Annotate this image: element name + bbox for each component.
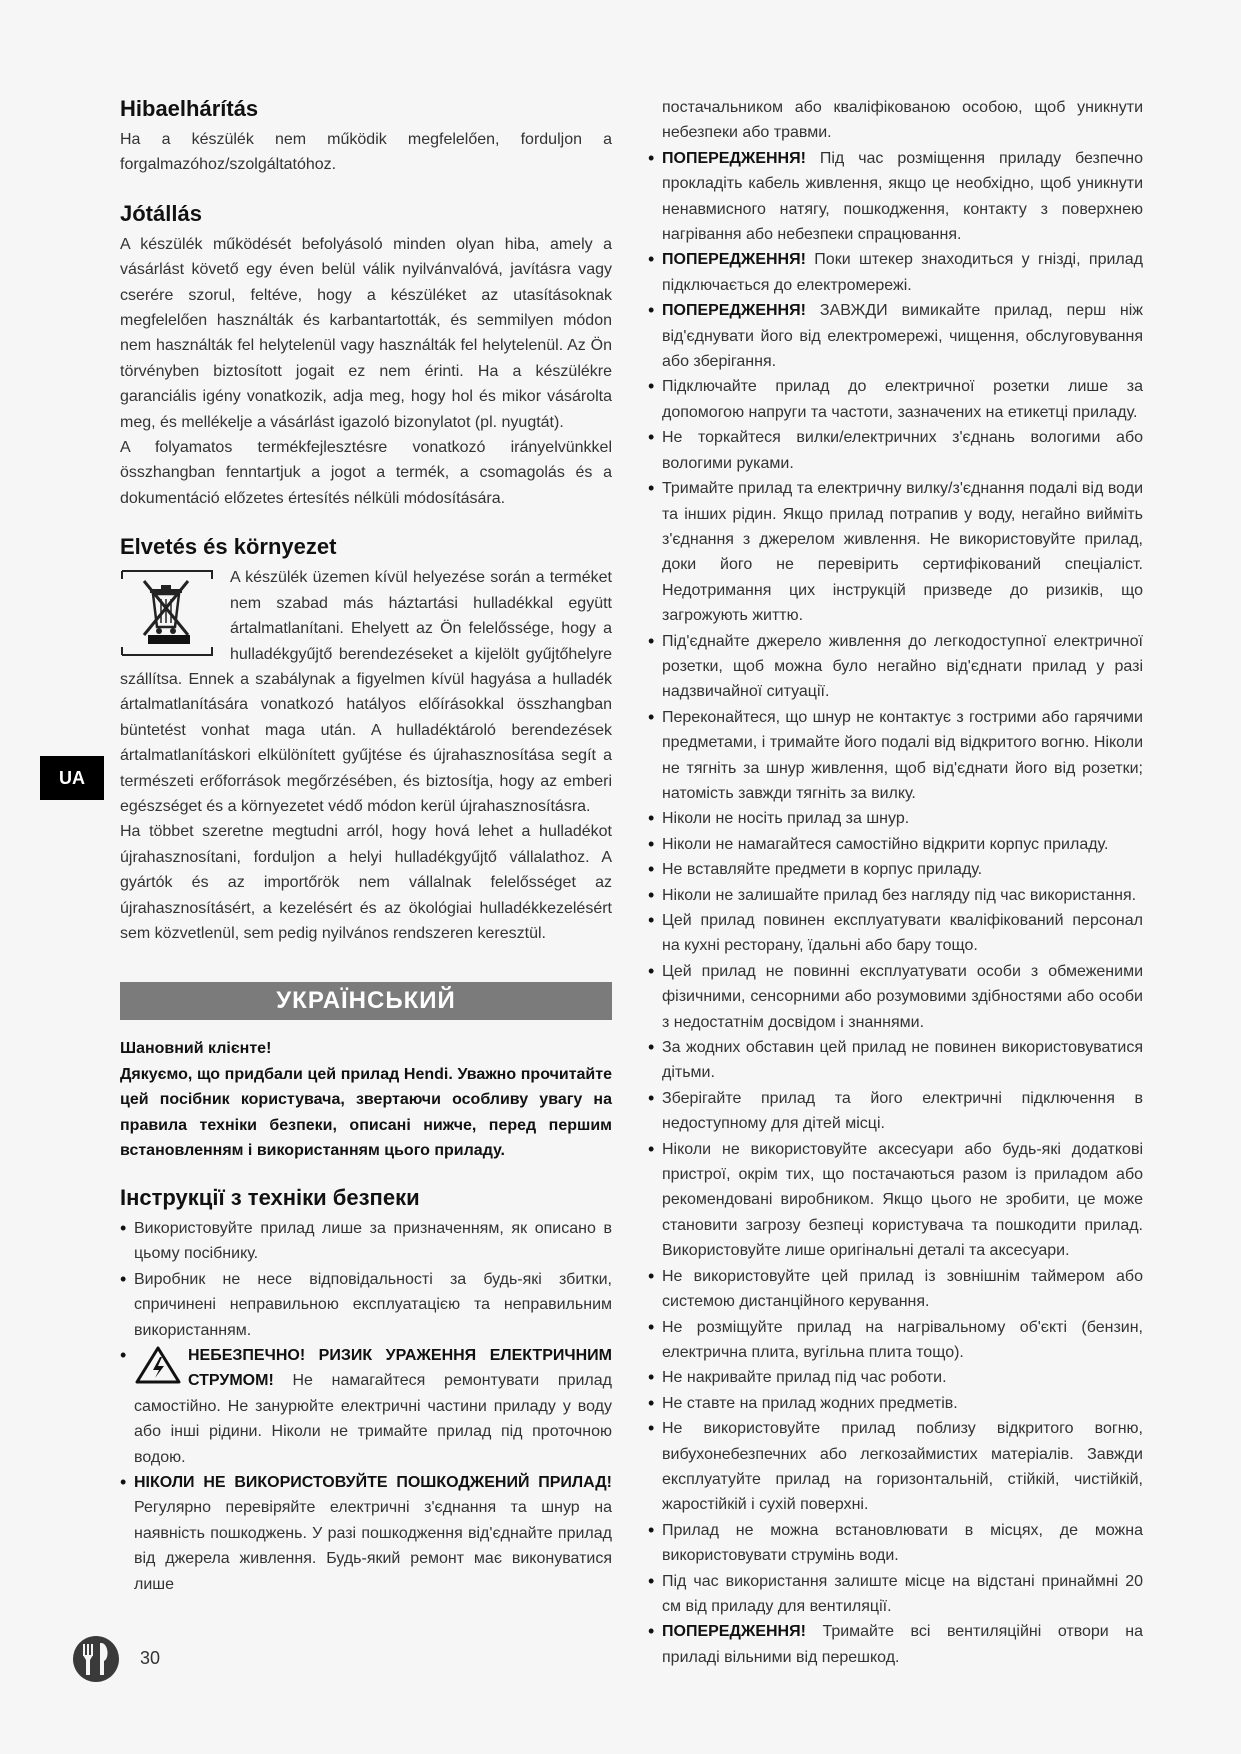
list-item: • Тримайте прилад та електричну вилку/з'єднання подалі від води та інших рідин. Якщо прилад потрапив у воду, негайно вийміть з'єднання з джерелом живлення. Не використовуйте прилад, доки його не перевірить сертифікований спеціаліст. Недотримання цих інструкцій призведе до ризиків, що загрожують життю. [648,476,1143,628]
list-item: • За жодних обставин цей прилад не повинен використовуватися дітьми. [648,1035,1143,1086]
warranty-text-2: A folyamatos termékfejlesztésre vonatkozó irányelvünkkel összhangban fenntartjuk a jogot a termék, a csomagolás és a dokumentáció előzetes értesítés nélküli módosítására. [120,439,612,507]
list-item: • Не використовуйте прилад поблизу відкритого вогню, вибухонебезпечних або легкозаймистих матеріалів. Завжди експлуатуйте прилад на горизонтальній, стійкій, чистійкій, жаростійкій і сухій поверхні. [648,1416,1143,1518]
warning-text: ЗАВЖДИ вимикайте прилад, перш ніж від'єднувати його від електромережі, чищення, обслуговування або зберігання. [662,302,1143,371]
troubleshooting-text: Ha a készülék nem működik megfelelően, forduljon a forgalmazóhoz/szolgáltatóhoz. [120,131,612,174]
warning-label: ПОПЕРЕДЖЕННЯ! [662,1623,806,1641]
electric-hazard-icon [134,1345,182,1385]
list-item: • Не вставляйте предмети в корпус приладу. [648,857,1143,882]
list-item: • Виробник не несе відповідальності за будь-які збитки, спричинені неправильною експлуатацією та неправильним використанням. [120,1267,612,1343]
danger-text: Не намагайтеся ремонтувати прилад самостійно. Не занурюйте електричні частини приладу у воду або інші рідини. Ніколи не тримайте прилад під проточною водою. [134,1372,612,1466]
list-item: • Використовуйте прилад лише за призначенням, як описано в цьому посібнику. [120,1216,612,1267]
warning-label: ПОПЕРЕДЖЕННЯ! [662,149,806,167]
disposal-text-2: Ha többet szeretne megtudni arról, hogy hová lehet a hulladékot újrahasznosítani, forduljon a helyi hulladékgyűjtő vállalathoz. A gyártók és az importőrök nem vállalnak felelősséget az újrahasznosításért, a kezelésért és az ökológiai hulladékkezelésért sem közvetlenül, sem pedig nyilvános rendszeren keresztül. [120,823,612,942]
warning-label: ПОПЕРЕДЖЕННЯ! [662,251,806,269]
list-item: • Ніколи не носіть прилад за шнур. [648,806,1143,831]
cutlery-logo-icon [72,1635,120,1683]
list-item: • Підключайте прилад до електричної розетки лише за допомогою напруги та частоти, зазначених на етикетці приладу. [648,374,1143,425]
danger-label: НЕБЕЗПЕЧНО! РИЗИК УРАЖЕННЯ ЕЛЕКТРИЧНИМ СТРУМОМ! [188,1346,612,1390]
list-item: • Ніколи не залишайте прилад без нагляду під час використання. [648,883,1143,908]
list-item: • Під час використання залиште місце на відстані принаймні 20 см від приладу для вентиляції. [648,1569,1143,1620]
list-item: • Не торкайтеся вилки/електричних з'єднань вологими або вологими руками. [648,425,1143,476]
page-number: 30 [140,1648,161,1668]
list-item-continuation: постачальником або кваліфікованою особою, щоб уникнути небезпеки або травми. [662,99,1143,142]
intro-text: Дякуємо, що придбали цей прилад Hendi. Уважно прочитайте цей посібник користувача, звертаючи особливу увагу на правила техніки безпеки, описані нижче, перед першим встановленням і використанням цього приладу. [120,1065,612,1160]
troubleshooting-heading: Hibaelhárítás [120,96,259,121]
list-item: • Не використовуйте цей прилад із зовнішнім таймером або системою дистанційного керування. [648,1264,1143,1315]
greeting: Шановний клієнте! [120,1040,272,1058]
warning-text: Тримайте всі вентиляційні отвори на приладі вільними від перешкод. [662,1623,1143,1666]
list-item-warning [648,146,1143,248]
disposal-heading: Elvetés és környezet [120,534,337,560]
list-item-warning [648,1619,1143,1670]
language-tab: UA [40,756,104,800]
warranty-text-1: A készülék működését befolyásoló minden olyan hiba, amely a vásárlást követő egy éven belül válik nyilvánvalóvá, javításra vagy cserére szorul, feltéve, hogy a készüléket az utasításoknak megfelelően használták és karbantartották, és semmilyen módon nem használták fel helytelenül vagy használták fel helytelenül. Az Ön törvényben biztosított jogait ez nem érinti. Ha a készülékre garanciális igény vonatkozik, adja meg, hogy hol és mikor vásárolta meg, és mellékelje a vásárlást igazoló bizonylatot (pl. nyugtát). [120,235,612,431]
list-item: • Не накривайте прилад під час роботи. [648,1365,1143,1390]
list-item: • Цей прилад не повинні експлуатувати особи з обмеженими фізичними, сенсорними або розумовими здібностями або особи з недостатнім досвідом і знаннями. [648,959,1143,1035]
disposal-text-1: A készülék üzemen kívül helyezése során a terméket nem szabad más háztartási hulladékkal együtt ártalmatlanítani. Ehelyett az Ön felelőssége, hogy a hulladékgyűjtő berendezéseket a kijelölt gyűjtőhelyre szállítsa. Ennek a szabálynak a figyelmen kívül hagyása a hulladék ártalmatlanítására vonatkozó hatályos előírásokkal összhangban büntetést vonhat maga után. A hulladéktároló berendezések ártalmatlanításkori elkülönített gyűjtése és újrahasznosítása segít a természeti erőforrások megőrzésében, és biztosítja, hogy az emberi egészséget és a környezetet védő módon kerül újrahasznosításra. [120,569,612,815]
left-column [120,95,612,1597]
warning-text: Під час розміщення приладу безпечно прокладіть кабель живлення, якщо це необхідно, щоб уникнути ненавмисного натягу, пошкодження, контакту з поверхнею нагрівання або небезпеки спрацювання. [662,149,1143,244]
safety-list [120,1216,612,1597]
warning-text: Поки штекер знаходиться у гнізді, прилад підключається до електромережі. [662,251,1143,294]
disposal-section [120,565,612,946]
language-section-header: УКРАЇНСЬКИЙ [120,982,612,1020]
right-column [648,95,1143,1670]
list-item-warning [648,247,1143,298]
never-label: НІКОЛИ НЕ ВИКОРИСТОВУЙТЕ ПОШКОДЖЕНИЙ ПРИЛАД! [134,1473,612,1491]
list-item-danger [120,1343,612,1470]
weee-bin-icon [120,569,220,657]
warning-label: ПОПЕРЕДЖЕННЯ! [662,302,806,320]
list-item: • Ніколи не використовуйте аксесуари або будь-які додаткові пристрої, окрім тих, що постачаються разом із приладом або рекомендовані виробником. Якщо цього не зробити, це може становити загрозу безпеці користувача та пошкодити прилад. Використовуйте лише оригінальні деталі та аксесуари. [648,1137,1143,1264]
list-item: • Цей прилад повинен експлуатувати кваліфікований персонал на кухні ресторану, їдальні або бару тощо. [648,908,1143,959]
list-item: • Зберігайте прилад та його електричні підключення в недоступному для дітей місці. [648,1086,1143,1137]
safety-heading: Інструкції з техніки безпеки [120,1184,420,1210]
list-item: • Не ставте на прилад жодних предметів. [648,1391,1143,1416]
list-item: • Переконайтеся, що шнур не контактує з гострими або гарячими предметами, і тримайте його подалі від відкритого вогню. Ніколи не тягніть за шнур живлення, щоб від'єднати його від розетки; натомість завжди тягніть за вилку. [648,705,1143,807]
never-text: Регулярно перевіряйте електричні з'єднання та шнур на наявність пошкоджень. У разі пошкодження від'єднайте прилад від джерела живлення. Будь-який ремонт має виконуватися лише [134,1499,612,1593]
list-item: • Ніколи не намагайтеся самостійно відкрити корпус приладу. [648,832,1143,857]
warranty-heading: Jótállás [120,200,202,226]
list-item: • Під'єднайте джерело живлення до легкодоступної електричної розетки, щоб можна було негайно від'єднати прилад у разі надзвичайної ситуації. [648,629,1143,705]
list-item-never [120,1470,612,1597]
list-item: • Прилад не можна встановлювати в місцях, де можна використовувати струмінь води. [648,1518,1143,1569]
safety-list-continued [648,95,1143,1670]
list-item-warning [648,298,1143,374]
list-item: • Не розміщуйте прилад на нагрівальному об'єкті (бензин, електрична плита, вугільна плита тощо). [648,1315,1143,1366]
